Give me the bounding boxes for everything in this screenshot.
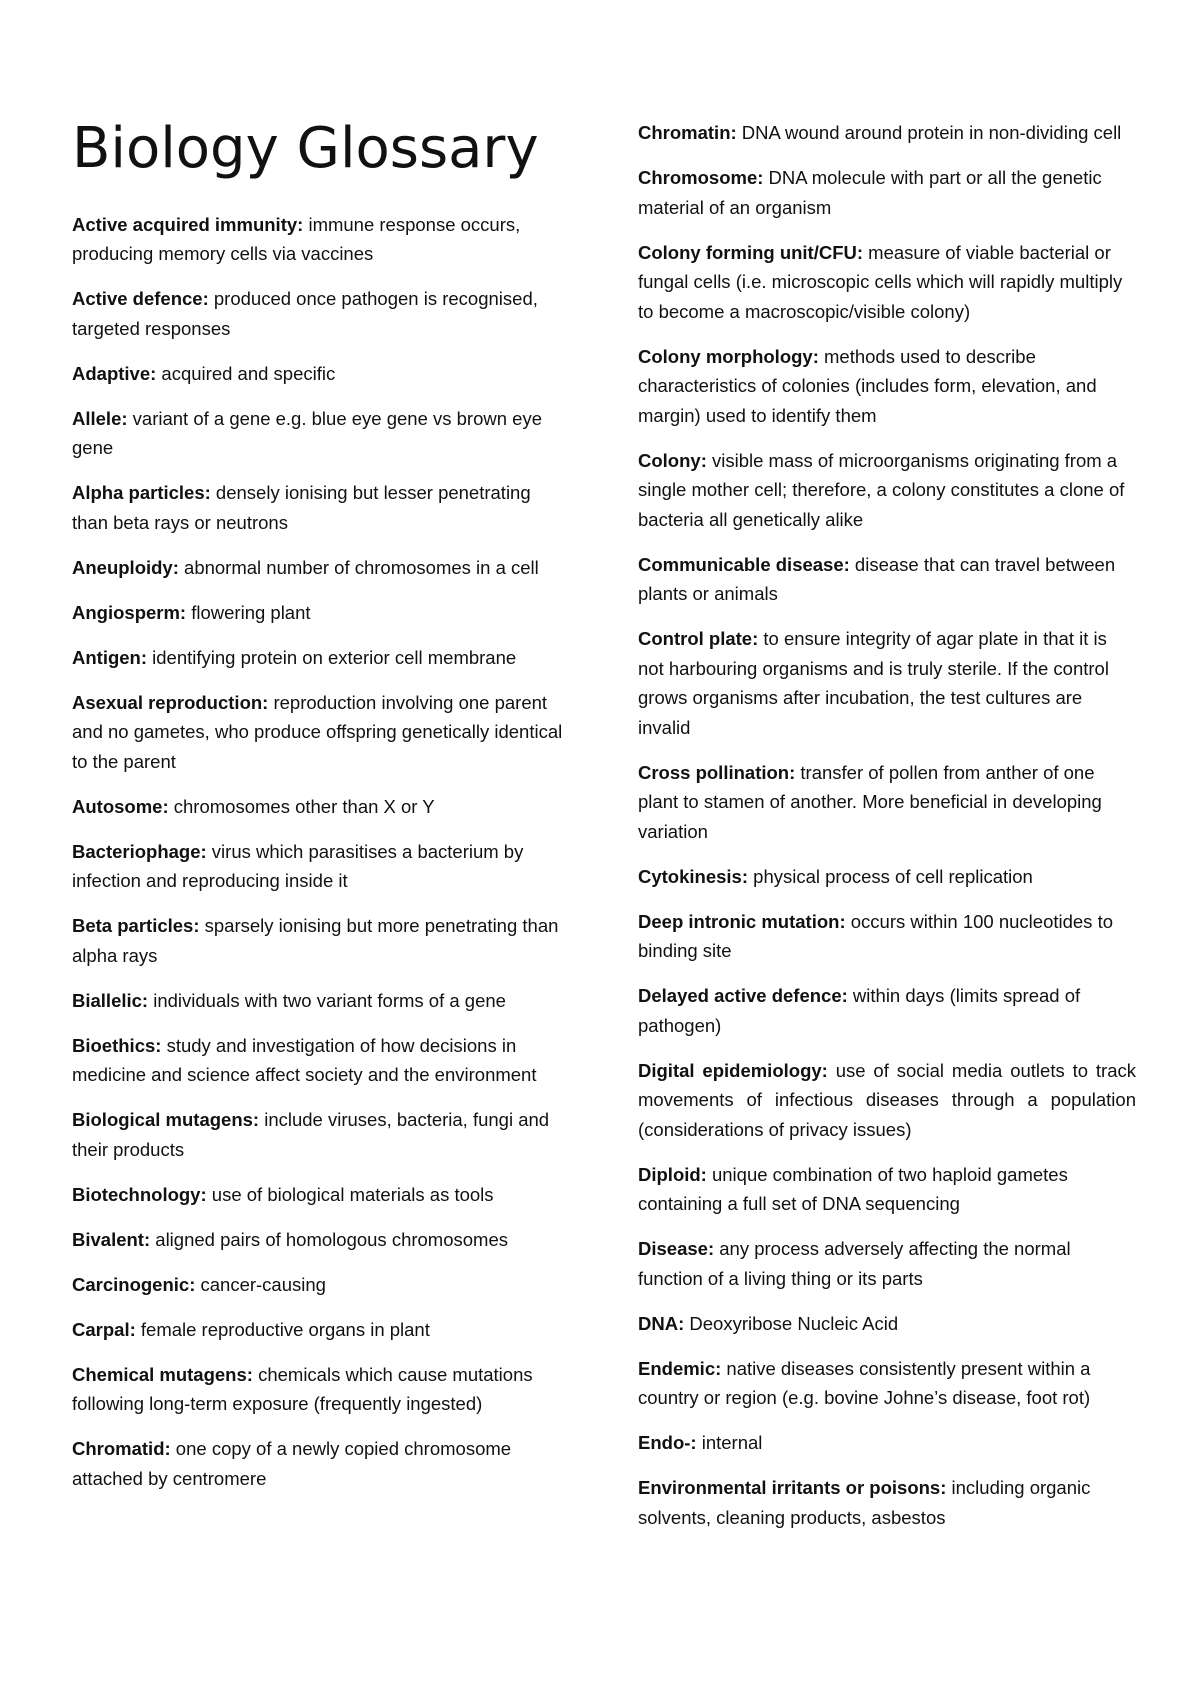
glossary-term: Bioethics: (72, 1034, 162, 1056)
glossary-entry (638, 1234, 1136, 1293)
glossary-term: Alpha particles: (72, 482, 211, 504)
glossary-term: Antigen: (72, 646, 148, 668)
glossary-term: Colony morphology: (638, 345, 819, 367)
glossary-entry (638, 862, 1136, 892)
glossary-term: Biological mutagens: (72, 1109, 260, 1131)
glossary-definition: cancer-causing (195, 1273, 326, 1295)
glossary-definition: one copy of a newly copied chromosome attached by centromere (72, 1438, 512, 1489)
glossary-definition: acquired and specific (156, 362, 336, 384)
glossary-term: Disease: (638, 1238, 715, 1259)
glossary-entry (72, 598, 566, 628)
glossary-entry (638, 1354, 1136, 1413)
glossary-definition: DNA wound around protein in non-dividing cell (736, 122, 1122, 143)
glossary-term: Chromatin: (638, 122, 737, 143)
glossary-list-left (72, 210, 566, 1494)
glossary-definition: identifying protein on exterior cell membrane (147, 646, 517, 668)
glossary-definition: individuals with two variant forms of a gene (148, 989, 506, 1011)
glossary-definition: study and investigation of how decisions in medicine and science affect society and the environment (72, 1034, 537, 1086)
glossary-term: Cross pollination: (638, 761, 796, 783)
glossary-term: Chromosome: (638, 167, 764, 188)
glossary-term: DNA: (638, 1312, 685, 1334)
glossary-definition: within days (limits spread of pathogen) (638, 985, 1081, 1036)
glossary-definition: native diseases consistently present within a country or region (e.g. bovine Johne’s disease, foot rot) (638, 1357, 1091, 1408)
glossary-term: Autosome: (72, 795, 169, 817)
glossary-definition: sparsely ionising but more penetrating than alpha rays (72, 915, 559, 966)
glossary-definition: including organic solvents, cleaning products, asbestos (638, 1477, 1091, 1528)
glossary-definition: methods used to describe characteristics of colonies (includes form, elevation, and margin) used to identify them (638, 345, 1097, 426)
glossary-entry (72, 911, 566, 970)
glossary-definition: any process adversely affecting the normal function of a living thing or its parts (638, 1238, 1071, 1289)
glossary-entry (72, 1315, 566, 1345)
glossary-term: Bacteriophage: (72, 840, 207, 862)
glossary-term: Digital epidemiology: (638, 1059, 828, 1081)
glossary-term: Environmental irritants or poisons: (638, 1477, 947, 1498)
glossary-term: Communicable disease: (638, 553, 850, 575)
glossary-term: Aneuploidy: (72, 556, 179, 578)
glossary-entry (72, 792, 566, 822)
glossary-definition: use of social media outlets to track movements of infectious diseases through a population (considerations of privacy issues) (638, 1059, 1136, 1140)
glossary-term: Chemical mutagens: (72, 1363, 253, 1385)
glossary-term: Beta particles: (72, 915, 200, 937)
glossary-entry (72, 1031, 566, 1090)
glossary-term: Active defence: (72, 288, 209, 310)
glossary-entry (72, 1270, 566, 1300)
glossary-definition: occurs within 100 nucleotides to binding site (638, 910, 1113, 961)
glossary-definition: internal (696, 1432, 763, 1453)
glossary-definition: use of biological materials as tools (206, 1183, 494, 1205)
glossary-entry (638, 118, 1136, 148)
glossary-entry (638, 342, 1136, 431)
glossary-entry (638, 446, 1136, 535)
glossary-term: Asexual reproduction: (72, 691, 269, 713)
glossary-entry (72, 1434, 566, 1493)
glossary-definition: female reproductive organs in plant (135, 1318, 430, 1340)
glossary-entry (72, 284, 566, 343)
glossary-entry (72, 478, 566, 537)
glossary-definition: immune response occurs, producing memory cells via vaccines (72, 213, 521, 265)
glossary-term: Delayed active defence: (638, 985, 848, 1006)
glossary-definition: flowering plant (186, 601, 311, 623)
glossary-entry (72, 837, 566, 896)
glossary-definition: virus which parasitises a bacterium by infection and reproducing inside it (72, 840, 524, 892)
glossary-definition: produced once pathogen is recognised, targeted responses (72, 288, 538, 339)
glossary-definition: abnormal number of chromosomes in a cell (178, 556, 539, 578)
glossary-definition: transfer of pollen from anther of one plant to stamen of another. More beneficial in developing variation (638, 761, 1102, 842)
glossary-entry (72, 210, 566, 269)
glossary-entry (638, 624, 1136, 742)
glossary-entry (638, 758, 1136, 847)
glossary-entry (638, 238, 1136, 327)
glossary-definition: visible mass of microorganisms originating from a single mother cell; therefore, a colony constitutes a clone of bacteria all genetically alike (638, 449, 1125, 530)
glossary-term: Colony forming unit/CFU: (638, 241, 864, 263)
glossary-entry (638, 1056, 1136, 1145)
glossary-entry (72, 1360, 566, 1419)
glossary-entry (638, 1309, 1136, 1339)
glossary-entry (72, 688, 566, 777)
glossary-definition: disease that can travel between plants or animals (638, 553, 1116, 604)
glossary-definition: measure of viable bacterial or fungal cells (i.e. microscopic cells which will rapidly multiply to become a macroscopic/visible colony) (638, 241, 1123, 322)
glossary-definition: include viruses, bacteria, fungi and their products (72, 1109, 550, 1160)
glossary-term: Endemic: (638, 1357, 722, 1379)
page-title: Biology Glossary (72, 116, 539, 181)
glossary-definition: Deoxyribose Nucleic Acid (684, 1312, 899, 1334)
glossary-term: Cytokinesis: (638, 865, 749, 887)
glossary-term: Carcinogenic: (72, 1273, 196, 1295)
glossary-entry (72, 1105, 566, 1164)
glossary-entry (72, 1180, 566, 1210)
glossary-definition: DNA molecule with part or all the genetic material of an organism (638, 167, 1102, 218)
glossary-term: Colony: (638, 449, 707, 471)
glossary-definition: to ensure integrity of agar plate in that it is not harbouring organisms and is truly sterile. If the control grows organisms after incubation, the test cultures are invalid (638, 628, 1109, 738)
glossary-definition: aligned pairs of homologous chromosomes (150, 1228, 508, 1250)
glossary-entry (638, 163, 1136, 222)
glossary-term: Active acquired immunity: (72, 213, 304, 235)
right-column (638, 118, 1136, 1548)
glossary-definition: chromosomes other than X or Y (168, 795, 435, 817)
glossary-entry (638, 1473, 1136, 1532)
glossary-term: Angiosperm: (72, 601, 187, 623)
glossary-definition: unique combination of two haploid gametes containing a full set of DNA sequencing (638, 1163, 1068, 1214)
left-column (72, 118, 566, 1509)
glossary-entry (638, 550, 1136, 609)
glossary-term: Control plate: (638, 628, 759, 649)
glossary-term: Endo-: (638, 1432, 697, 1453)
glossary-definition: chemicals which cause mutations following long-term exposure (frequently ingested) (72, 1363, 533, 1415)
glossary-definition: variant of a gene e.g. blue eye gene vs brown eye gene (72, 407, 543, 459)
glossary-entry (638, 981, 1136, 1040)
glossary-entry (638, 1160, 1136, 1219)
glossary-entry (72, 553, 566, 583)
glossary-definition: densely ionising but lesser penetrating than beta rays or neutrons (72, 482, 531, 533)
glossary-entry (72, 1225, 566, 1255)
glossary-entry (72, 986, 566, 1016)
glossary-definition: reproduction involving one parent and no gametes, who produce offspring genetically identical to the parent (72, 691, 563, 772)
glossary-term: Diploid: (638, 1163, 707, 1185)
glossary-entry (638, 1428, 1136, 1458)
glossary-entry (72, 359, 566, 389)
glossary-term: Deep intronic mutation: (638, 910, 846, 932)
glossary-entry (72, 643, 566, 673)
glossary-term: Bivalent: (72, 1228, 151, 1250)
glossary-term: Biallelic: (72, 989, 149, 1011)
glossary-term: Adaptive: (72, 362, 157, 384)
glossary-list-right (638, 118, 1136, 1532)
glossary-term: Carpal: (72, 1318, 136, 1340)
glossary-term: Chromatid: (72, 1438, 171, 1460)
glossary-term: Allele: (72, 407, 128, 429)
glossary-entry (72, 404, 566, 463)
glossary-definition: physical process of cell replication (748, 865, 1033, 887)
glossary-term: Biotechnology: (72, 1183, 207, 1205)
glossary-entry (638, 907, 1136, 966)
